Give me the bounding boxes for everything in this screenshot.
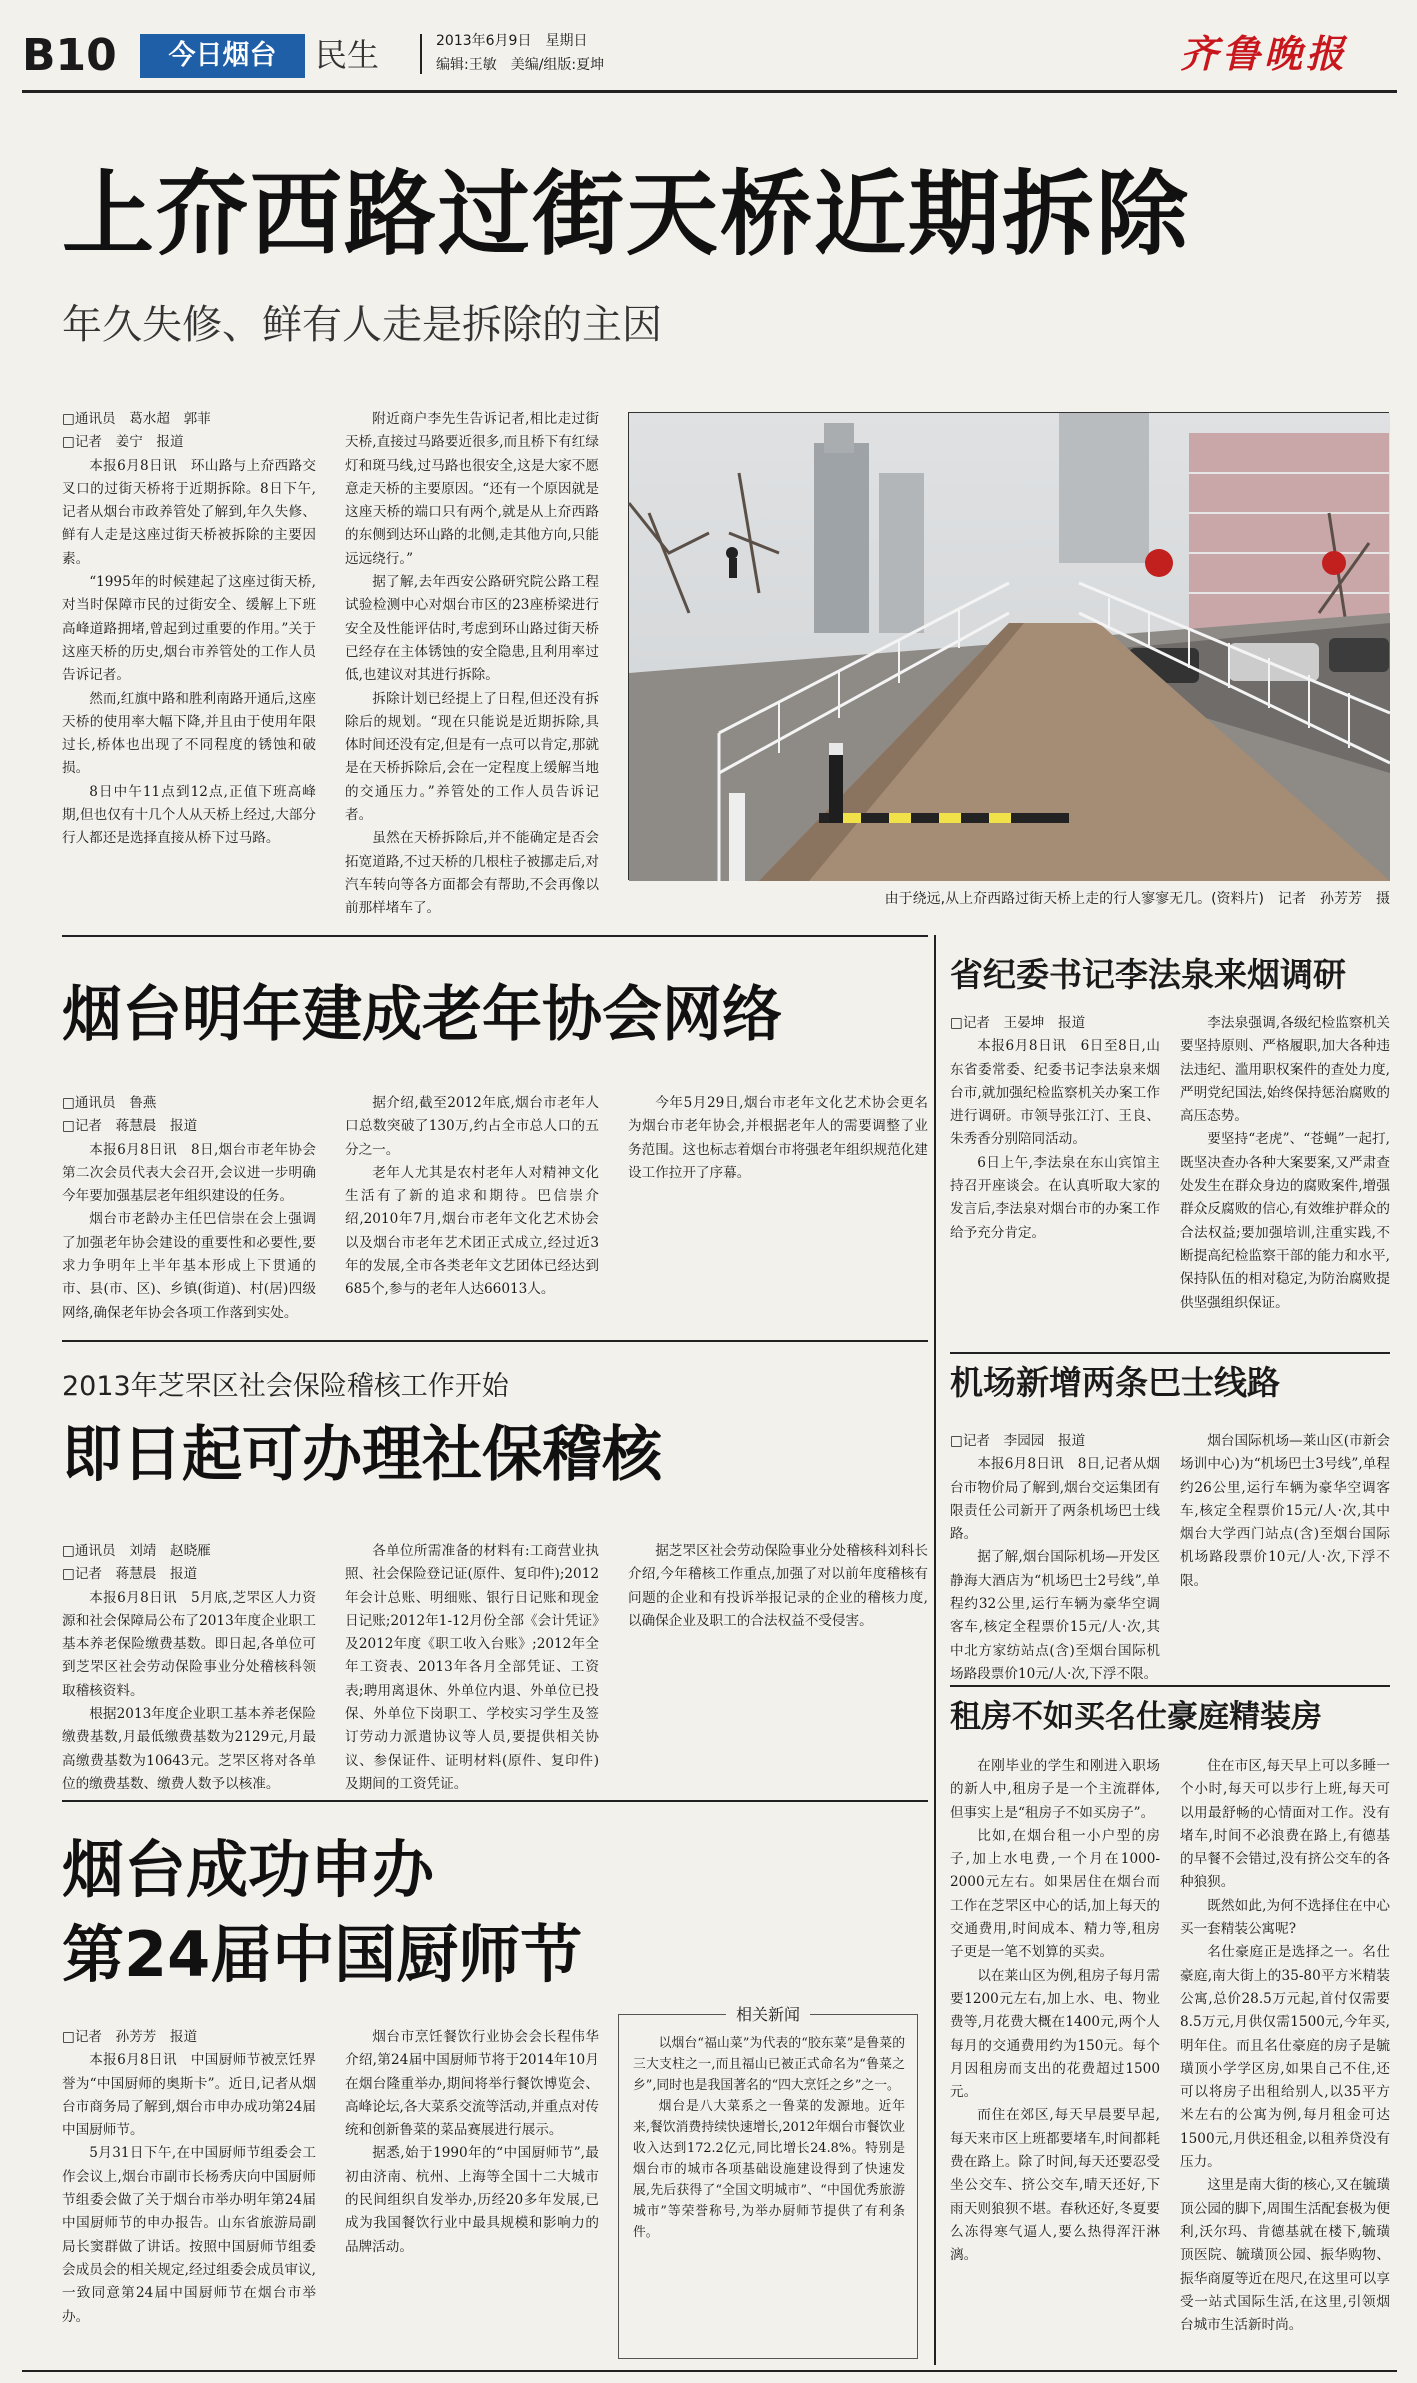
subsection-label: 民生 (315, 36, 380, 74)
related-news-title: 相关新闻 (726, 2002, 810, 2025)
article2-para-5: 今年5月29日,烟台市老年文化艺术协会更名为烟台市老年协会,并根据老年人的需要调整了业务范围。这也标志着烟台市将强老年组织规范化建设工作拉开了序幕。 (628, 1095, 928, 1181)
article3-para-1: 本报6月8日讯 5月底,芝罘区人力资源和社会保障局公布了2013年度企业职工基本养老保险缴费基数。即日起,各单位可到芝罘区社会劳动保险事业分处稽核科领取稽核资料。 (62, 1589, 316, 1699)
article1-para-3: 然而,红旗中路和胜利南路开通后,这座天桥的使用率大幅下降,并且由于使用年限过长,桥体也出现了不同程度的锈蚀和破损。 (62, 690, 316, 777)
photo-caption: 由于绕远,从上夼西路过街天桥上走的行人寥寥无几。(资料片) 记者 孙芳芳 摄 (884, 891, 1390, 907)
right-column-divider (934, 935, 936, 2365)
footbridge-photo (628, 412, 1389, 880)
rule-1 (62, 935, 928, 937)
article6-headline: 机场新增两条巴士线路 (950, 1363, 1280, 1402)
article5-para-4: 要坚持“老虎”、“苍蝇”一起打,既坚决查办各种大案要案,又严肃查处发生在群众身边的腐败案件,增强群众反腐败的信心,有效维护群众的合法权益;要加强培训,注重实践,不断提高纪检监察干部的能力和水平,保持队伍的相对稳定,为防治腐败提供坚强组织保证。 (1180, 1131, 1390, 1311)
article4-headline-line2: 第24届中国厨师节 (62, 1918, 583, 1991)
article5-col2 (1180, 1012, 1390, 1346)
article4-para-3: 烟台市烹饪餐饮行业协会会长程伟华介绍,第24届中国厨师节将于2014年10月在烟台隆重举办,期间将举行餐饮博览会、高峰论坛,各大菜系交流等活动,并重点对传统和创新鲁菜的菜品赛展进行展示。 (345, 2029, 599, 2139)
article7-para-5: 住在市区,每天早上可以多睡一个小时,每天可以步行上班,每天可以用最舒畅的心情面对工作。没有堵车,时间不必浪费在路上,有德基的早餐不会错过,没有挤公交车的各种狼狈。 (1180, 1758, 1390, 1891)
article2-byline-1: □通讯员 鲁燕 (62, 1095, 157, 1111)
editor-credits: 编辑:王敏 美编/组版:夏坤 (436, 57, 605, 73)
issue-date: 2013年6月9日 星期日 (436, 33, 588, 49)
rule-r1 (950, 1352, 1390, 1354)
article2-col1 (62, 1092, 316, 1326)
rule-2 (62, 1340, 928, 1342)
header-divider (420, 34, 422, 74)
article5-col1 (950, 1012, 1160, 1346)
article5-byline: □记者 王晏坤 报道 (950, 1015, 1086, 1031)
article1-col2 (345, 408, 599, 918)
article2-para-3: 据介绍,截至2012年底,烟台市老年人口总数突破了130万,约占全市总人口的五分之一。 (345, 1095, 599, 1158)
article2-para-1: 本报6月8日讯 8日,烟台市老年协会第二次会员代表大会召开,会议进一步明确今年要加强基层老年组织建设的任务。 (62, 1141, 316, 1205)
article3-byline-2: □记者 蒋慧晨 报道 (62, 1566, 198, 1583)
article1-para-6: 据了解,去年西安公路研究院公路工程试验检测中心对烟台市区的23座桥梁进行安全及性能评估时,考虑到环山路过街天桥已经存在主体锈蚀的安全隐患,且利用率过低,也建议对其进行拆除。 (345, 574, 599, 684)
article4-byline: □记者 孙芳芳 报道 (62, 2029, 198, 2045)
related-news-box (618, 2005, 918, 2359)
article2-para-2: 烟台市老龄办主任巴信崇在会上强调了加强老年协会建设的重要性和必要性,要求力争明年上半年基本形成上下贯通的市、县(市、区)、乡镇(街道)、村(居)四级网络,确保老年协会各项工作落到实处。 (62, 1211, 316, 1321)
article6-col2 (1180, 1430, 1390, 1675)
article5-headline: 省纪委书记李法泉来烟调研 (950, 955, 1346, 994)
article7-para-8: 这里是南大街的核心,又在毓璜顶公园的脚下,周围生活配套极为便利,沃尔玛、肯德基就在楼下,毓璜顶医院、毓璜顶公园、振华购物、振华商厦等近在咫尺,在这里可以享受一站式国际生活,在这里,引领烟台城市生活新时尚。 (1180, 2177, 1390, 2334)
article1-para-7: 拆除计划已经提上了日程,但还没有拆除后的规划。“现在只能说是近期拆除,具体时间还没有定,但是有一点可以肯定,那就是在天桥拆除后,会在一定程度上缓解当地的交通压力。”养管处的工作人员告诉记者。 (345, 690, 599, 824)
rule-3 (62, 1800, 928, 1802)
article2-para-4: 老年人尤其是农村老年人对精神文化生活有了新的追求和期待。巴信崇介绍,2010年7月,烟台市老年文化艺术协会以及烟台市老年艺术团正式成立,经过近3年的发展,全市各类老年文艺团体已经达到685个,参与的老年人达66013人。 (345, 1164, 599, 1298)
article3-para-4: 据芝罘区社会劳动保险事业分处稽核科刘科长介绍,今年稽核工作重点,加强了对以前年度稽核有问题的企业和有投诉举报记录的企业的稽核力度,以确保企业及职工的合法权益不受侵害。 (628, 1543, 928, 1629)
article1-subtitle: 年久失修、鲜有人走是拆除的主因 (62, 302, 662, 348)
related-news-para-1: 以烟台“福山菜”为代表的“胶东菜”是鲁菜的三大支柱之一,而且福山已被正式命名为“鲁菜之乡”,同时也是我国著名的“四大烹饪之乡”之一。 (633, 2036, 905, 2093)
article3-byline-1: □通讯员 刘靖 赵晓雁 (62, 1543, 211, 1559)
article7-para-2: 比如,在烟台租一小户型的房子,加上水电费,一个月在1000-2000元左右。如果居住在烟台而工作在芝罘区中心的话,加上每天的交通费用,时间成本、精力等,租房子更是一笔不划算的买卖。 (950, 1827, 1160, 1961)
article4-para-1: 本报6月8日讯 中国厨师节被烹饪界誉为“中国厨师的奥斯卡”。近日,记者从烟台市商务局了解到,烟台市申办成功第24届中国厨师节。 (62, 2052, 316, 2139)
article1-headline: 上夼西路过街天桥近期拆除 (62, 161, 1191, 268)
article2-col3 (628, 1092, 928, 1326)
article3-para-3: 各单位所需准备的材料有:工商营业执照、社会保险登记证(原件、复印件);2012年会计总账、明细账、银行日记账和现金日记账;2012年1-12月份全部《会计凭证》及2012年度《职工收入台账》;2012年全年工资表、2013年各月全部凭证、工资表;聘用离退休、外单位内退、外单位已投保、外单位下岗职工、学校实习学生及签订劳动力派遣协议等人员,要提供相关协议、参保证件、证明材料(原件、复印件)及期间的工资凭证。 (345, 1543, 599, 1792)
article6-para-1: 本报6月8日讯 8日,记者从烟台市物价局了解到,烟台交运集团有限责任公司新开了两条机场巴士线路。 (950, 1456, 1160, 1543)
header-rule (22, 90, 1397, 93)
article6-byline: □记者 李园园 报道 (950, 1433, 1086, 1449)
related-news-para-2: 烟台是八大菜系之一鲁菜的发源地。近年来,餐饮消费持续快速增长,2012年烟台市餐饮业收入达到172.2亿元,同比增长24.8%。特别是烟台市的城市各项基础设施建设得到了快速发展,先后获得了“全国文明城市”、“中国优秀旅游城市”等荣誉称号,为举办厨师节提供了有利条件。 (633, 2099, 905, 2240)
article7-para-6: 既然如此,为何不选择住在中心买一套精装公寓呢? (1180, 1897, 1390, 1938)
article7-para-1: 在刚毕业的学生和刚进入职场的新人中,租房子是一个主流群体,但事实上是“租房子不如买房子”。 (950, 1758, 1160, 1821)
article5-para-1: 本报6月8日讯 6日至8日,山东省委常委、纪委书记李法泉来烟台市,就加强纪检监察机关办案工作进行调研。市领导张江汀、王良、朱秀香分别陪同活动。 (950, 1038, 1160, 1148)
article4-col1 (62, 2026, 316, 2366)
article1-para-4: 8日中午11点到12点,正值下班高峰期,但也仅有十几个人从天桥上经过,大部分行人都还是选择直接从桥下过马路。 (62, 783, 316, 847)
article1-para-5: 附近商户李先生告诉记者,相比走过街天桥,直接过马路要近很多,而且桥下有红绿灯和斑马线,过马路也很安全,这是大家不愿意走天桥的主要原因。“还有一个原因就是这座天桥的端口只有两个,就是从上夼西路的东侧到达环山路的北侧,走其他方向,只能远远绕行。” (345, 411, 599, 567)
article7-headline: 租房不如买名仕豪庭精装房 (950, 1699, 1322, 1735)
article3-col2 (345, 1540, 599, 1792)
article6-col1 (950, 1430, 1160, 1682)
article3-kicker: 2013年芝罘区社会保险稽核工作开始 (62, 1371, 509, 1402)
article7-col2 (1180, 1755, 1390, 2365)
article2-headline: 烟台明年建成老年协会网络 (62, 980, 782, 1050)
article4-headline-line1: 烟台成功申办 (62, 1833, 435, 1906)
article1-byline-2: □记者 姜宁 报道 (62, 434, 184, 451)
article7-para-4: 而住在郊区,每天早晨要早起,每天来市区上班都要堵车,时间都耗费在路上。除了时间,每天还要忍受坐公交车、挤公交车,晴天还好,下雨天则狼狈不堪。春秋还好,冬夏要么冻得寒气逼人,要么热得浑汗淋漓。 (950, 2107, 1160, 2264)
article4-para-4: 据悉,始于1990年的“中国厨师节”,最初由济南、杭州、上海等全国十二大城市的民间组织自发举办,历经20多年发展,已成为我国餐饮行业中最具规模和影响力的品牌活动。 (345, 2145, 599, 2255)
article1-col1 (62, 408, 316, 918)
article4-col2 (345, 2026, 599, 2366)
article2-byline-2: □记者 蒋慧晨 报道 (62, 1118, 198, 1135)
section-tag: 今日烟台 (140, 34, 305, 78)
article4-para-2: 5月31日下午,在中国厨师节组委会工作会议上,烟台市副市长杨秀庆向中国厨师节组委会做了关于烟台市举办明年第24届中国厨师节的申办报告。山东省旅游局副局长窦群做了讲话。按照中国厨师节组委会成员会的相关规定,经过组委会成员审议,一致同意第24届中国厨师节在烟台市举办。 (62, 2145, 316, 2325)
article1-para-8: 虽然在天桥拆除后,并不能确定是否会拓宽道路,不过天桥的几根柱子被挪走后,对汽车转向等各方面都会有帮助,不会再像以前那样堵车了。 (345, 830, 599, 917)
footer-rule (22, 2370, 1397, 2372)
newspaper-logo: 齐鲁晚报 (1180, 31, 1349, 76)
article6-para-3: 烟台国际机场—莱山区(市新会场训中心)为“机场巴士3号线”,单程约26公里,运行车辆为豪华空调客车,核定全程票价15元/人·次,其中烟台大学西门站点(含)至烟台国际机场路段票价10元/人·次,下浮不限。 (1180, 1433, 1390, 1589)
article3-col3 (628, 1540, 928, 1780)
article6-para-2: 据了解,烟台国际机场—开发区静海大酒店为“机场巴士2号线”,单程约32公里,运行车辆为豪华空调客车,核定全程票价15元/人·次,其中北方家纺站点(含)至烟台国际机场路段票价10元/人·次,下浮不限。 (950, 1549, 1160, 1682)
article3-headline: 即日起可办理社保稽核 (62, 1420, 662, 1490)
article1-byline-1: □通讯员 葛水超 郭菲 (62, 411, 211, 427)
article5-para-3: 李法泉强调,各级纪检监察机关要坚持原则、严格履职,加大各种违法违纪、滥用职权案件的查处力度,严明党纪国法,始终保持惩治腐败的高压态势。 (1180, 1015, 1390, 1125)
article7-para-7: 名仕豪庭正是选择之一。名仕豪庭,南大街上的35-80平方米精装公寓,总价28.5万元起,首付仅需要8.5万元,月供仅需1500元,今年买,明年住。而且名仕豪庭的房子是毓璜顶小学学区房,如果自己不住,还可以将房子出租给别人,以35平方米左右的公寓为例,每月租金可达1500元,月供还租金,以租养贷没有压力。 (1180, 1944, 1390, 2171)
article3-para-2: 根据2013年度企业职工基本养老保险缴费基数,月最低缴费基数为2129元,月最高缴费基数为10643元。芝罘区将对各单位的缴费基数、缴费人数予以核准。 (62, 1706, 316, 1792)
article7-col1 (950, 1755, 1160, 2365)
article2-col2 (345, 1092, 599, 1326)
article1-para-2: “1995年的时候建起了这座过街天桥,对当时保障市民的过街安全、缓解上下班高峰道路拥堵,曾起到过重要的作用。”关于这座天桥的历史,烟台市养管处的工作人员告诉记者。 (62, 574, 316, 684)
rule-r2 (950, 1685, 1390, 1687)
article5-para-2: 6日上午,李法泉在东山宾馆主持召开座谈会。在认真听取大家的发言后,李法泉对烟台市的办案工作给予充分肯定。 (950, 1154, 1160, 1241)
article3-col1 (62, 1540, 316, 1792)
page-number: B10 (22, 30, 117, 81)
article7-para-3: 以在莱山区为例,租房子每月需要1200元左右,加上水、电、物业费等,月花费大概在1400元,两个人每月的交通费用约为150元。每个月因租房而支出的花费超过1500元。 (950, 1967, 1160, 2101)
article1-para-1: 本报6月8日讯 环山路与上夼西路交叉口的过街天桥将于近期拆除。8日下午,记者从烟台市政养管处了解到,年久失修、鲜有人走是这座过街天桥被拆除的主要因素。 (62, 457, 316, 567)
